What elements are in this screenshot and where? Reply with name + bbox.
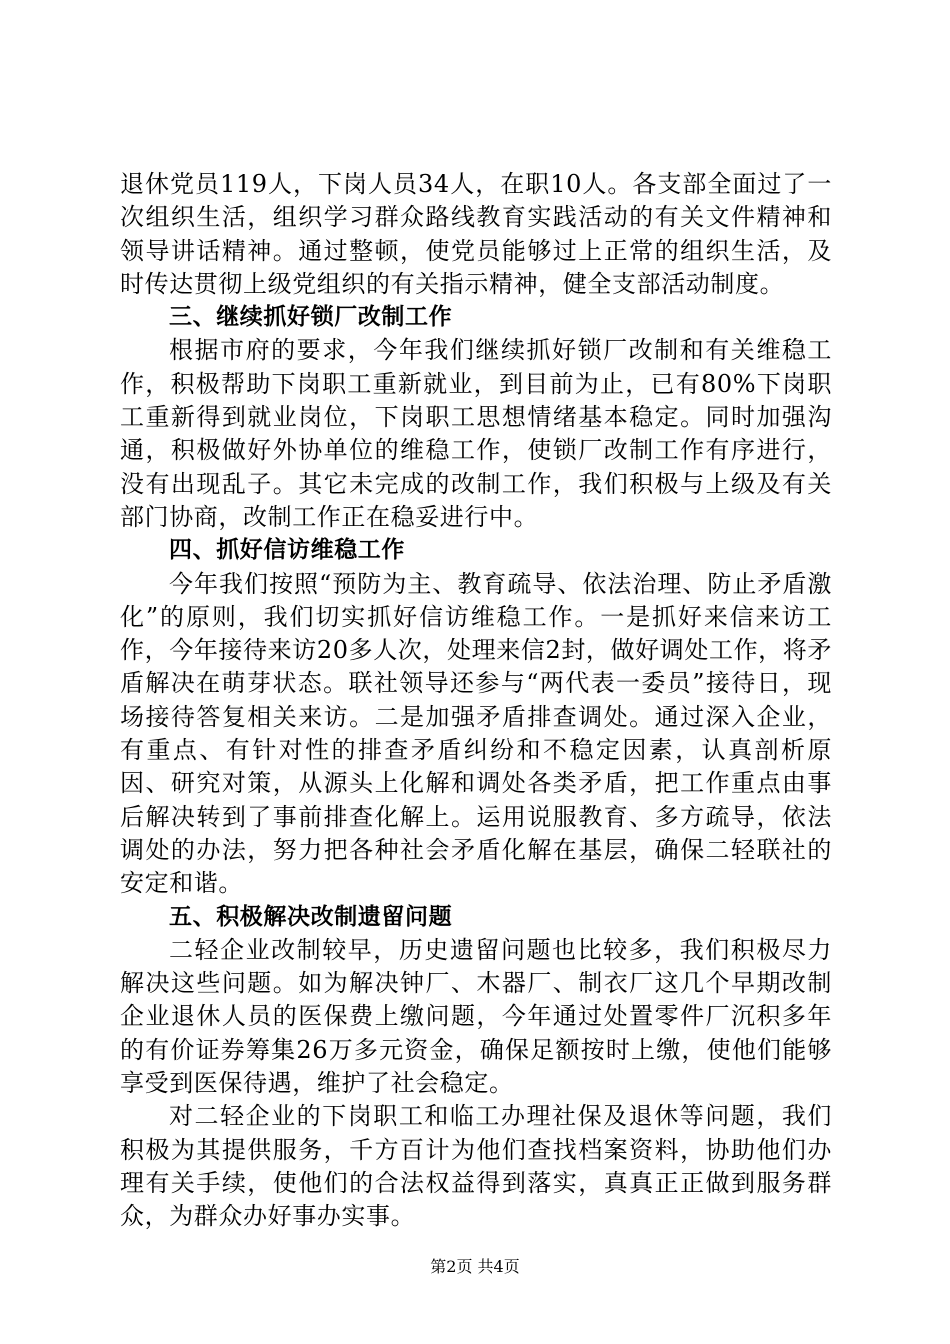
- document-body: [120, 168, 832, 1234]
- paragraph: 对二轻企业的下岗职工和临工办理社保及退休等问题，我们积极为其提供服务，千方百计为他们查找档案资料，协助他们办理有关手续，使他们的合法权益得到落实，真真正正做到服务群众，为群众办好事办实事。: [120, 1102, 832, 1231]
- section-heading: 五、积极解决改制遗留问题: [169, 903, 453, 930]
- section-heading: 四、抓好信访维稳工作: [169, 537, 405, 564]
- paragraph: 退休党员119人，下岗人员34人，在职10人。各支部全面过了一次组织生活，组织学习群众路线教育实践活动的有关文件精神和领导讲话精神。通过整顿，使党员能够过上正常的组织生活，及时传达贯彻上级党组织的有关指示精神，健全支部活动制度。: [120, 170, 832, 298]
- paragraph: 今年我们按照“预防为主、教育疏导、依法治理、防止矛盾激化”的原则，我们切实抓好信访维稳工作。一是抓好来信来访工作，今年接待来访20多人次，处理来信2封，做好调处工作，将矛盾解决在萌芽状态。联社领导还参与“两代表一委员”接待日，现场接待答复相关来访。二是加强矛盾排查调处。通过深入企业，有重点、有针对性的排查矛盾纠纷和不稳定因素，认真剖析原因、研究对策，从源头上化解和调处各类矛盾，把工作重点由事后解决转到了事前排查化解上。运用说服教育、多方疏导，依法调处的办法，努力把各种社会矛盾化解在基层，确保二轻联社的安定和谐。: [120, 569, 832, 898]
- paragraph: 二轻企业改制较早，历史遗留问题也比较多，我们积极尽力解决这些问题。如为解决钟厂、木器厂、制衣厂这几个早期改制企业退休人员的医保费上缴问题，今年通过处置零件厂沉积多年的有价证券筹集26万多元资金，确保足额按时上缴，使他们能够享受到医保待遇，维护了社会稳定。: [120, 935, 832, 1098]
- section-heading: 三、继续抓好锁厂改制工作: [169, 304, 453, 331]
- paragraph: 根据市府的要求，今年我们继续抓好锁厂改制和有关维稳工作，积极帮助下岗职工重新就业，到目前为止，已有80%下岗职工重新得到就业岗位，下岗职工思想情绪基本稳定。同时加强沟通，积极做好外协单位的维稳工作，使锁厂改制工作有序进行，没有出现乱子。其它未完成的改制工作，我们积极与上级及有关部门协商，改制工作正在稳妥进行中。: [120, 336, 832, 531]
- page-footer: 第2页 共4页: [430, 1257, 520, 1276]
